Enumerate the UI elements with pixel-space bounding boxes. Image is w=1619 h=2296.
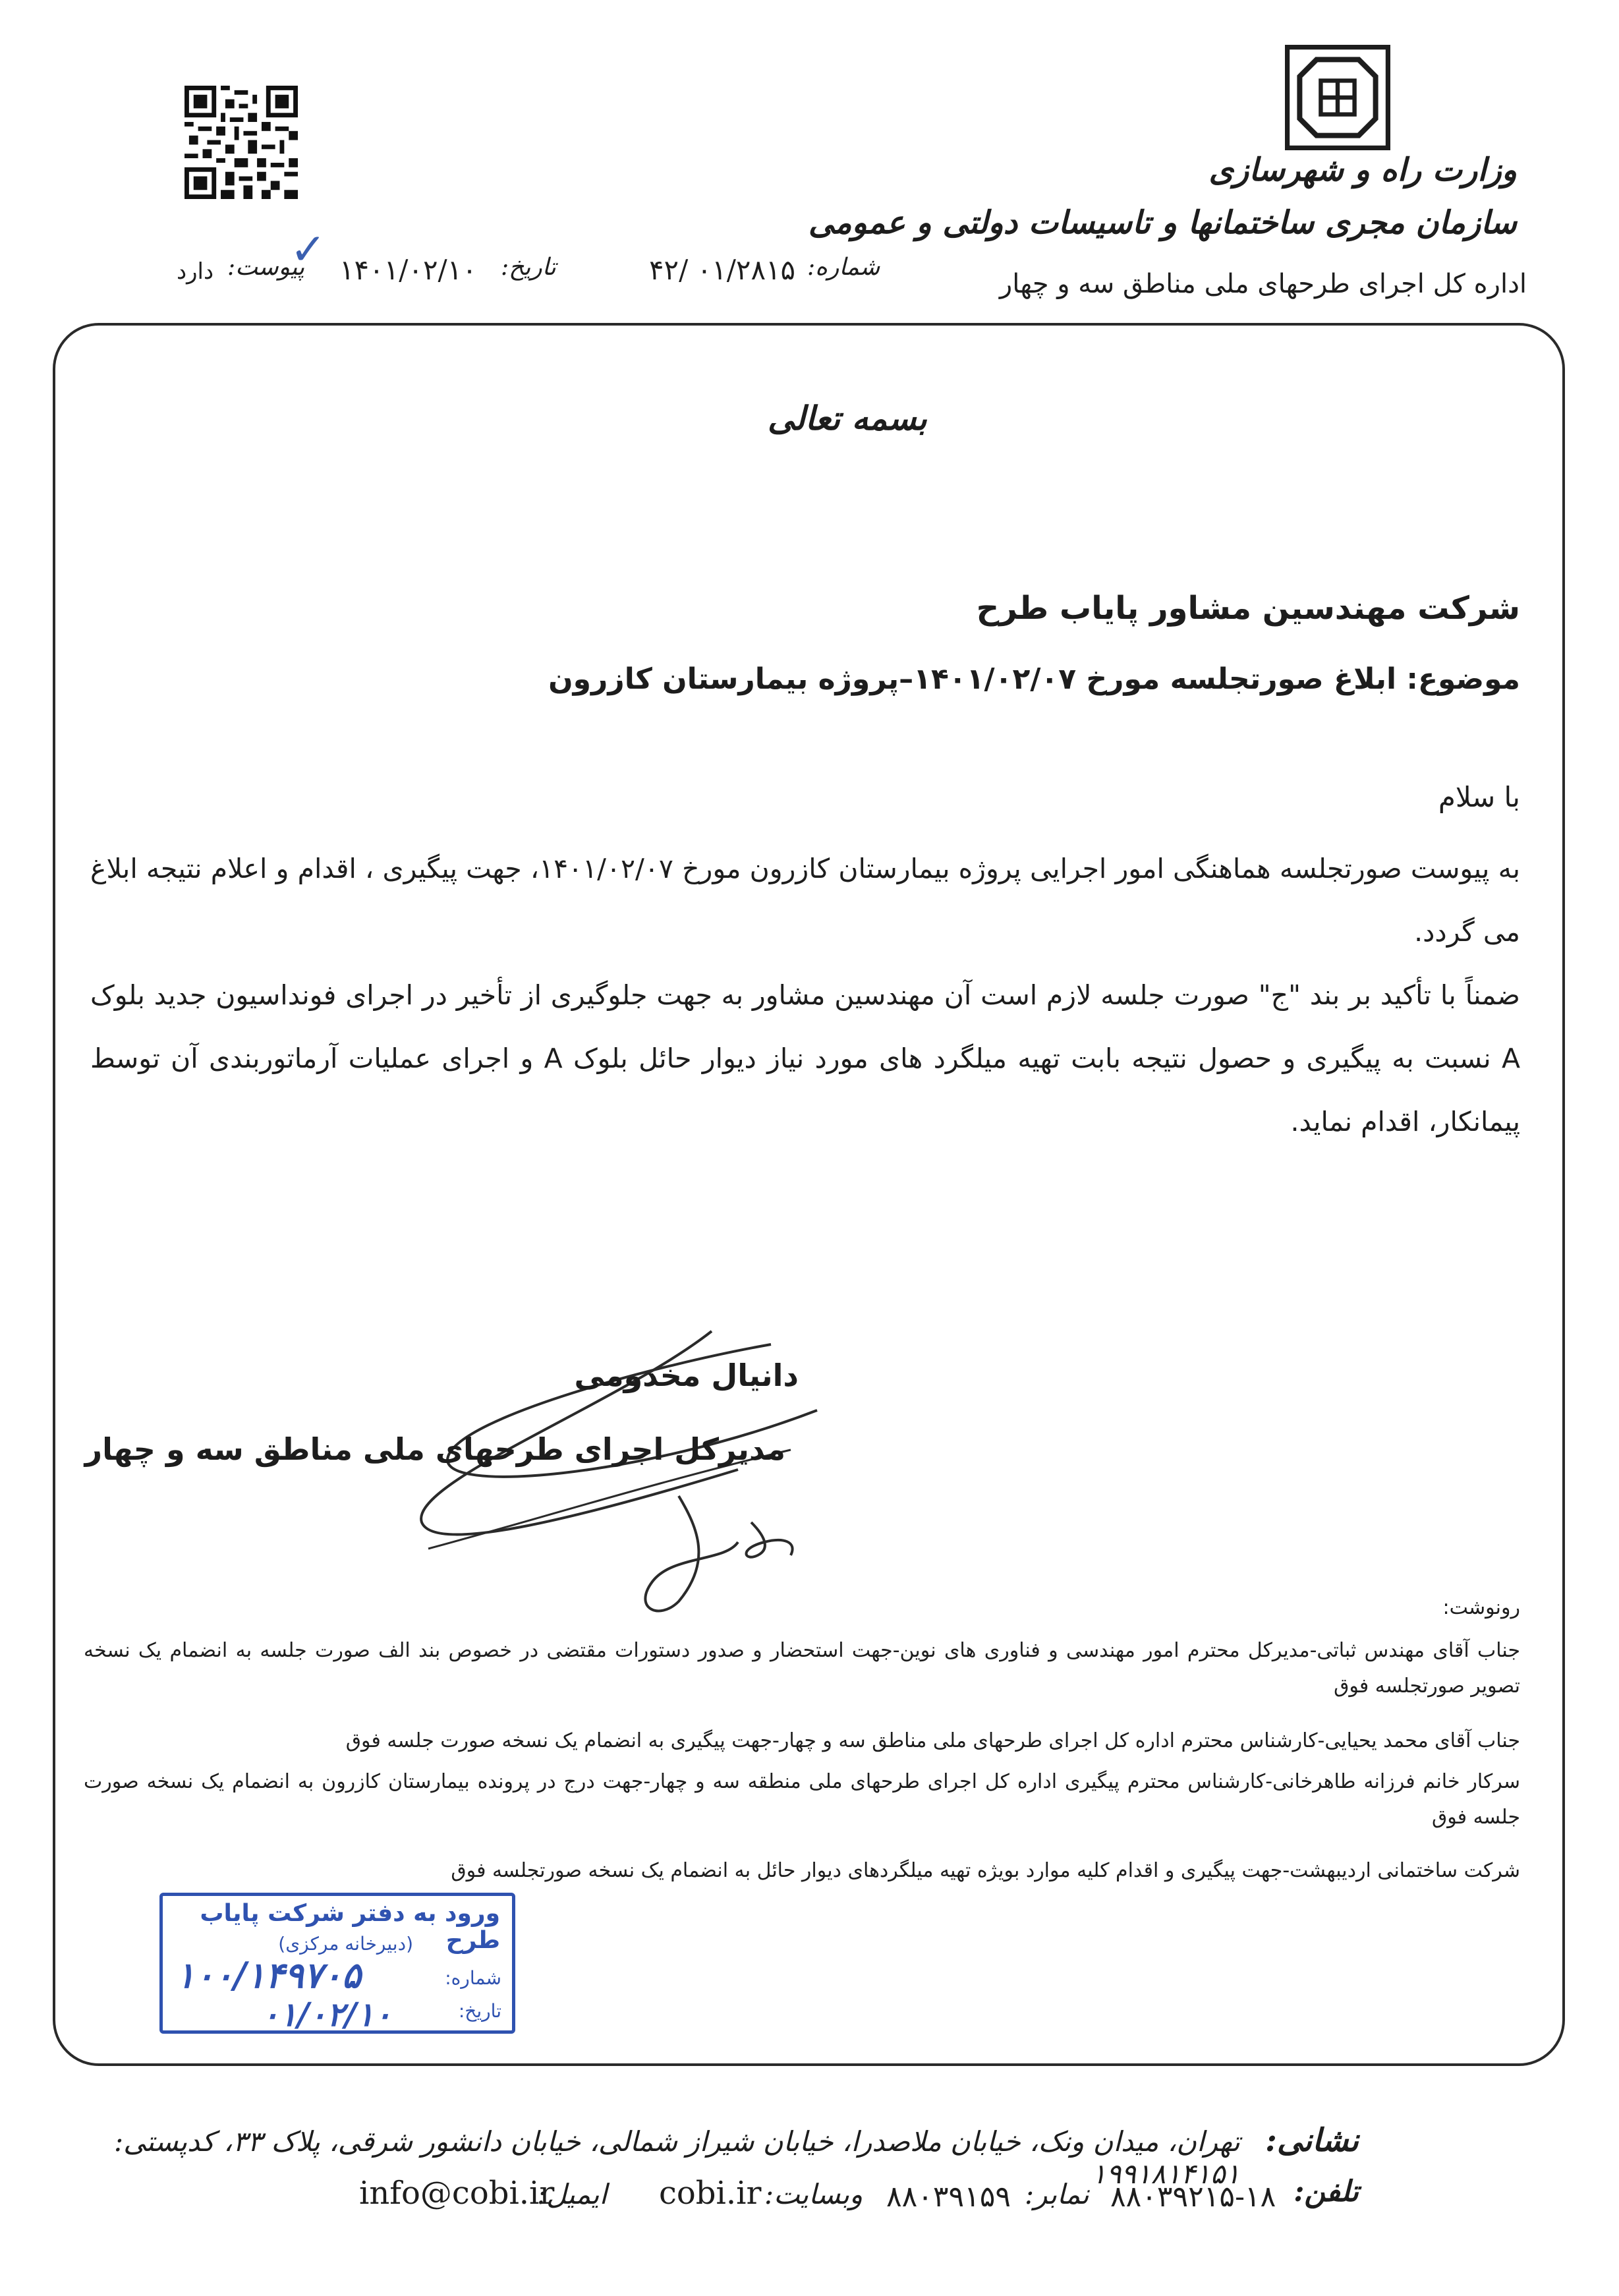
basmala: بسمه تعالی xyxy=(768,399,927,438)
salutation: با سلام xyxy=(1438,781,1520,813)
check-mark-icon: ✓ xyxy=(290,224,327,275)
letter-number-value: ۴۲/ ۰۱/۲۸۱۵ xyxy=(649,254,796,286)
ministry-logo xyxy=(1285,45,1390,150)
body-paragraph: ضمناً با تأکید بر بند "ج" صورت جلسه لازم است آن مهندسین مشاور به جهت جلوگیری از تأخیر در اجرای فونداسیون جدید بلوک A نسبت به پیگیری و حصول نتیجه بابت تهیه میلگرد های مورد نیاز دیوار حائل بلوک A و اجرای عملیات آرماتوربندی آن توسط پیمانکار، اقدام نماید. xyxy=(90,979,1520,1137)
fax-label: نمابر: xyxy=(1025,2178,1089,2210)
attachment-label: پیوست: xyxy=(227,254,305,281)
qr-code xyxy=(185,86,298,199)
signer-title: مدیرکل اجرای طرحهای ملی مناطق سه و چهار xyxy=(84,1431,785,1467)
stamp-subtitle: (دبیرخانه مرکزی) xyxy=(278,1933,413,1955)
subject: موضوع: ابلاغ صورتجلسه مورخ ۱۴۰۱/۰۲/۰۷–پروژه بیمارستان کازرون xyxy=(548,662,1520,696)
fax-number: ۸۸۰۳۹۱۵۹ xyxy=(886,2180,1011,2214)
attachment-value: دارد xyxy=(177,258,214,285)
letter-number-label: شماره: xyxy=(807,254,880,281)
stamp-title: ورود به دفتر شرکت پایاب طرح xyxy=(200,1900,500,1954)
email-label: ایمیل: xyxy=(537,2178,608,2210)
signer-name: دانیال مخدومی xyxy=(574,1358,799,1393)
stamp-date-value: ۰۱/۰۲/۱۰ xyxy=(262,1995,392,2034)
department-name: اداره کل اجرای طرحهای ملی مناطق سه و چهار xyxy=(999,269,1527,299)
phone-number: ۸۸۰۳۹۲۱۵-۱۸ xyxy=(1110,2180,1276,2214)
email-link[interactable]: info@cobi.ir xyxy=(359,2175,555,2212)
cc-item: شرکت ساختمانی اردیبهشت-جهت پیگیری و اقدام کلیه موارد بویژه تهیه میلگردهای دیوار حائل به انضمام یک نسخه صورتجلسه فوق xyxy=(451,1859,1520,1882)
address-label: نشانی: xyxy=(1265,2122,1359,2159)
phone-label: تلفن: xyxy=(1293,2175,1359,2208)
letter-date-value: ۱۴۰۱/۰۲/۱۰ xyxy=(339,254,477,286)
organization-name: سازمان مجری ساختمانها و تاسیسات دولتی و عمومی xyxy=(808,204,1517,241)
website-link[interactable]: cobi.ir xyxy=(659,2175,762,2212)
cc-title: رونوشت: xyxy=(1442,1596,1520,1619)
letter-date-label: تاریخ: xyxy=(501,254,556,281)
receipt-stamp xyxy=(159,1893,515,2034)
cc-item: جناب آقای محمد یحیایی-کارشناس محترم اداره کل اجرای طرحهای ملی مناطق سه و چهار-جهت پیگیری به انضمام یک نسخه صورت جلسه فوق xyxy=(345,1729,1520,1752)
cc-item: سرکار خانم فرزانه طاهرخانی-کارشناس محترم پیگیری اداره کل اجرای طرحهای ملی منطقه سه و چهار-جهت درج در پرونده بیمارستان کازرون به انضمام یک نسخه صورت جلسه فوق xyxy=(84,1770,1520,1829)
stamp-number-value: ۱۰۰/۱۴۹۷۰۵ xyxy=(176,1954,361,1996)
body-paragraph: به پیوست صورتجلسه هماهنگی امور اجرایی پروژه بیمارستان کازرون مورخ ۱۴۰۱/۰۲/۰۷، جهت پیگیری ، اقدام و اعلام نتیجه ابلاغ می گردد. xyxy=(90,853,1520,948)
stamp-number-label: شماره: xyxy=(445,1967,501,1989)
cc-item: جناب آقای مهندس ثباتی-مدیرکل محترم امور مهندسی و فناوری های نوین-جهت استحضار و صدور دستورات مقتضی در خصوص بند الف صورت جلسه به انضمام یک نسخه تصویر صورتجلسه فوق xyxy=(84,1639,1520,1698)
ministry-name: وزارت راه و شهرسازی xyxy=(1208,152,1517,188)
website-label: وبسایت: xyxy=(764,2178,863,2210)
recipient: شرکت مهندسین مشاور پایاب طرح xyxy=(976,590,1520,627)
stamp-date-label: تاریخ: xyxy=(458,2000,501,2022)
address: تهران، میدان ونک، خیابان ملاصدرا، خیابان شیراز شمالی، خیابان دانشور شرقی، پلاک ۳۳، کدپستی: ۱۹۹۱۸۱۴۱۵۱ xyxy=(114,2125,1240,2190)
